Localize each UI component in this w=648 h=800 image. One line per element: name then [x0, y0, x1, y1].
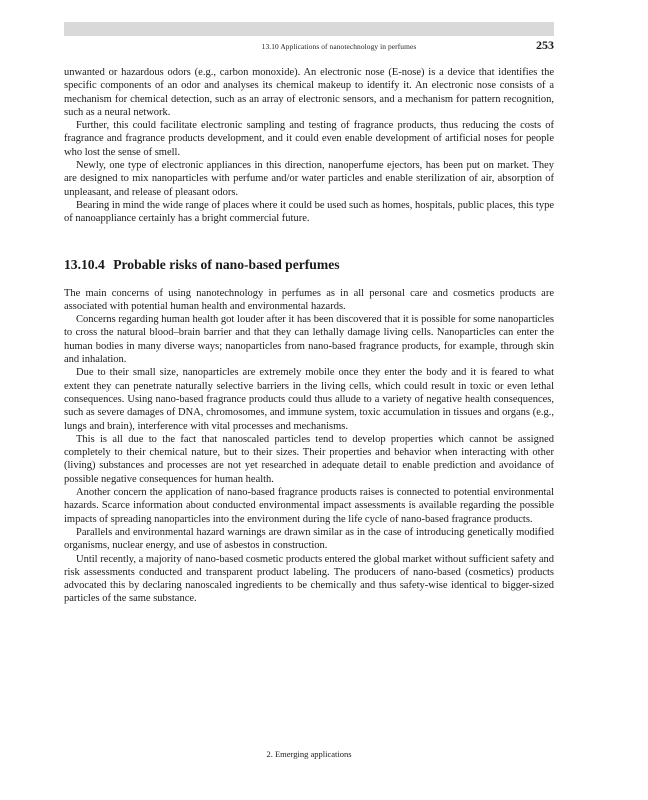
page-number: 253 — [536, 38, 554, 52]
header-bar — [64, 22, 554, 36]
running-head — [64, 38, 554, 58]
paragraph: Further, this could facilitate electronic sampling and testing of fragrance products, thus reducing the costs of fragrance and fragrance products development, and it could even enable development of artificial noses for people who lost the sense of smell. — [64, 120, 554, 158]
paragraph: Due to their small size, nanoparticles are extremely mobile once they enter the body and it is feared to what extent they can penetrate naturally selective barriers in the living cells, which could result in toxic or even lethal consequences. Using nano-based fragrance products could thus allude to a variety of negative health consequences, such as severe damages of DNA, chromosomes, and immune system, toxic accumulation in tissues and organs (e.g., lungs and brain), interference with vital processes and mechanisms. — [64, 367, 554, 432]
section-heading — [64, 257, 554, 273]
paragraph: This is all due to the fact that nanoscaled particles tend to develop properties which cannot be assigned completely to their chemical nature, but to their sizes. Their properties and behavior when interacting with other (living) substances and processes are not yet researched in adequate detail to enable prediction and avoidance of possible negative consequences for human health. — [64, 433, 554, 485]
paragraph: Another concern the application of nano-based fragrance products raises is connected to potential environmental hazards. Scarce information about conducted environmental impact assessments is available regarding the possible impacts of spreading nanoparticles into the environment during the life cycle of nano-based fragrance products. — [64, 487, 554, 525]
footer-part-label: 2. Emerging applications — [266, 749, 352, 759]
paragraph: Bearing in mind the wide range of places where it could be used such as homes, hospitals, public places, this type of nanoappliance certainly has a bright commercial future. — [64, 199, 554, 225]
section-number: 13.10.4 — [64, 256, 105, 272]
paragraph: Until recently, a majority of nano-based cosmetic products entered the global market without sufficient safety and risk assessments conducted and transparent product labeling. The producers of nano-based (cosmetics) products advocated this by declaring nanoscaled ingredients to be chemically and thus safety-wise identical to bigger-sized particles of the same substance. — [64, 553, 554, 605]
paragraph: unwanted or hazardous odors (e.g., carbon monoxide). An electronic nose (E-nose) is a device that identifies the specific components of an odor and analyses its chemical makeup to identify it. An electronic nose consists of a mechanism for chemical detection, such as an array of electronic sensors, and a mechanism for pattern recognition, such as a neural network. — [64, 67, 554, 118]
body-text — [64, 66, 554, 606]
paragraph: The main concerns of using nanotechnology in perfumes as in all personal care and cosmetics products are associated with potential human health and environmental hazards. — [64, 287, 554, 312]
paragraph: Newly, one type of electronic appliances in this direction, nanoperfume ejectors, has been put on market. They are designed to mix nanoparticles with perfume and/or water particles and enable sterilization of air, absorption of unpleasant, and release of pleasant odors. — [64, 160, 554, 198]
paragraph: Concerns regarding human health got louder after it has been discovered that it is possible for some nanoparticles to cross the natural blood–brain barrier and that they can lethally damage living cells. Nanoparticles can enter the human bodies in many diverse ways; nanoparticles from nano-based fragrance products, for example, through skin and inhalation. — [64, 314, 554, 366]
running-title: 13.10 Applications of nanotechnology in perfumes — [261, 42, 417, 51]
paragraph: Parallels and environmental hazard warnings are drawn similar as in the case of introducing genetically modified organisms, nuclear energy, and use of asbestos in construction. — [64, 526, 554, 552]
section-title: Probable risks of nano-based perfumes — [113, 256, 340, 272]
